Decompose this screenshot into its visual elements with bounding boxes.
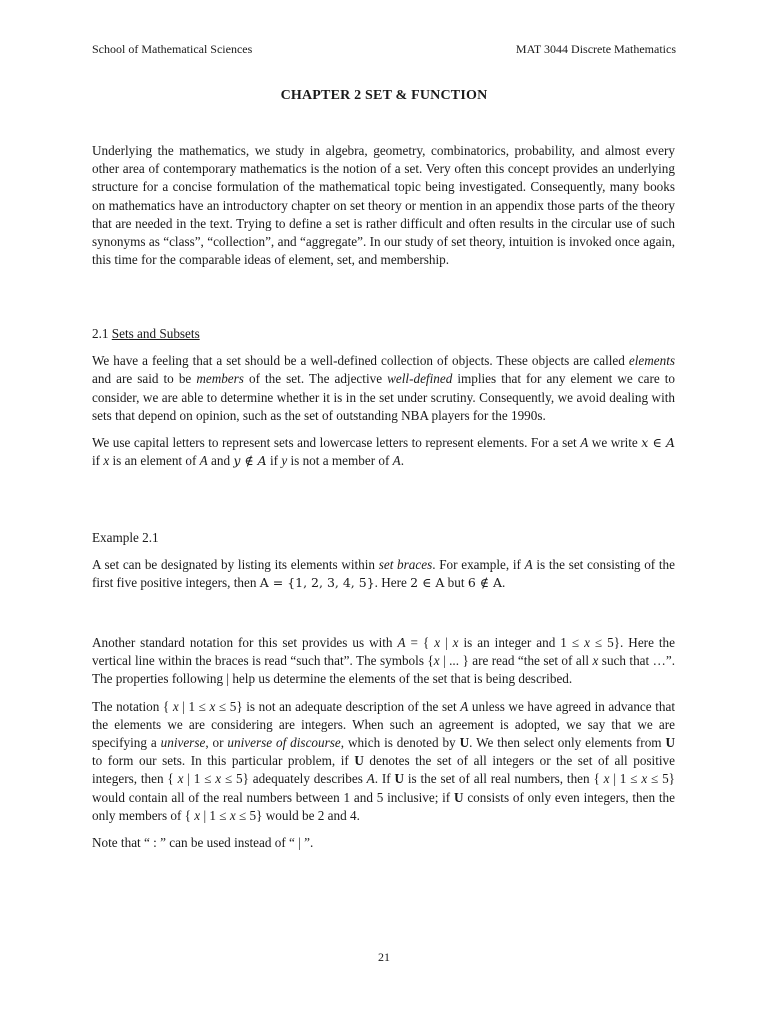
var-x: x [229, 807, 236, 823]
term-universe-of-discourse: universe of discourse [227, 735, 341, 751]
term-well-defined: well-defined [387, 371, 453, 387]
set-builder-section [92, 634, 675, 852]
text: and [207, 453, 234, 469]
example-paragraph [92, 556, 675, 592]
section-heading [92, 325, 675, 343]
math-6-not-in-A: 6 ∉ A [467, 575, 502, 591]
math-2-in-A: 2 ∈ A [410, 575, 445, 591]
var-U: U [665, 735, 675, 751]
text: denotes the set of all integers or the set of all positive integers, then { [92, 753, 675, 787]
text: | 1 ≤ [200, 807, 230, 823]
text: is not a member of [287, 453, 393, 469]
math-x-in-A: x ∈ A [641, 435, 675, 451]
sets-definition-paragraph [92, 352, 675, 425]
example-label: Example 2.1 [92, 530, 159, 545]
section-title: Sets and Subsets [111, 326, 200, 341]
header-course: MAT 3044 Discrete Mathematics [515, 42, 676, 56]
text: and are said to be [92, 371, 197, 387]
example-2-1 [92, 529, 675, 593]
var-x: x [452, 635, 459, 650]
var-U: U [454, 789, 464, 805]
math-set-listing: A = {1, 2, 3, 4, 5} [259, 575, 375, 591]
notation-paragraph [92, 434, 675, 470]
var-x: x [434, 635, 441, 650]
var-A: A [199, 453, 208, 469]
text: We have a feeling that a set should be a well-defined collection of objects. These objects are called [92, 353, 629, 369]
intro-paragraph: Underlying the mathematics, we study in algebra, geometry, combinatorics, probability, and almost every other area of contemporary mathematics is the notion of a set. Very often this concept provides an underlying structure for a concise formulation of the mathematical topic being investigated. Consequently, many books on mathematics have an introductory chapter on set theory or mention in an appendix those parts of the theory that are needed in the text. Trying to define a set is rather difficult and often results in the circular use of such synonyms as “class”, “collection”, and “aggregate”. In our study of set theory, intuition is invoked once again, this time for the comparable ideas of element, set, and membership. [92, 143, 675, 268]
text: of the set. The adjective [243, 371, 388, 387]
text: , which is denoted by [340, 735, 460, 751]
var-U: U [394, 771, 405, 787]
text: A set can be designated by listing its elements within [92, 557, 379, 573]
text: consists of only even integers, then the only members of { [92, 789, 676, 823]
text: . Here [374, 575, 411, 591]
text: We use capital letters to represent sets and lowercase letters to represent elements. For a set [92, 435, 581, 451]
text: Another standard notation for this set provides us with [92, 635, 398, 650]
term-universe: universe [160, 735, 206, 751]
text: is an integer and 1 [458, 635, 572, 650]
text: ≤ 5} would be 2 and 4. [235, 807, 360, 823]
text: . [502, 575, 506, 591]
term-set-braces: set braces [378, 557, 433, 573]
var-A: A [397, 635, 406, 650]
text: | ... } are read “the set of all [439, 653, 593, 669]
text: 5}. Here the vertical line within the braces is read “such that”. The symbols { [92, 635, 675, 669]
var-x: x [177, 771, 184, 787]
text: . For example, if [432, 557, 525, 573]
colon-note: Note that “ : ” can be used instead of “ | ”. [92, 835, 314, 851]
text: is the set consisting of the first five positive integers, then [92, 557, 675, 591]
text: | 1 ≤ [183, 771, 216, 787]
text: unless we have agreed in advance that the elements we are considering are integers. When such an agreement is adopted, we say that we are specifying a [92, 698, 675, 751]
chapter-title: CHAPTER 2 SET & FUNCTION [280, 88, 488, 103]
text: is an element of [109, 453, 200, 469]
page-number: 21 [378, 950, 390, 964]
text: is the set of all real numbers, then { [404, 771, 604, 787]
symbol-le: ≤ [571, 635, 580, 650]
header-school: School of Mathematical Sciences [92, 42, 253, 56]
var-A: A [524, 557, 533, 573]
text: to form our sets. In this particular problem, if [92, 753, 355, 769]
term-members: members [196, 371, 244, 387]
var-A: A [460, 698, 469, 714]
var-x: x [215, 771, 222, 787]
text: The notation { [92, 698, 173, 714]
intro-section [92, 142, 675, 269]
var-U: U [459, 735, 470, 751]
text: . [400, 453, 405, 469]
text: ≤ 5} would contain all of the real numbers between 1 and 5 inclusive; if [92, 771, 676, 805]
text: ≤ 5} adequately describes [221, 771, 367, 787]
text: if [92, 453, 104, 469]
text: ≤ 5} is not an adequate description of the set [215, 698, 461, 714]
text: if [266, 453, 282, 469]
text: = { [405, 635, 435, 650]
section-number: 2.1 [92, 326, 109, 341]
text: but [444, 575, 468, 591]
var-U: U [354, 753, 364, 769]
text: . If [374, 771, 395, 787]
text: such that …”. The properties following | help us determine the elements of the set that is being described. [92, 653, 675, 687]
var-x: x [592, 653, 599, 669]
var-x: x [194, 807, 201, 823]
var-x: x [603, 771, 610, 787]
text: , or [205, 735, 228, 751]
var-A: A [392, 453, 401, 469]
var-x: x [172, 698, 179, 714]
term-elements: elements [628, 353, 675, 369]
universe-paragraph [92, 698, 675, 825]
var-x: x [433, 653, 440, 669]
var-x: x [209, 698, 216, 714]
set-builder-paragraph [92, 634, 675, 689]
text: . We then select only elements from [469, 735, 666, 751]
text: we write [588, 435, 642, 451]
var-x: x [584, 635, 590, 650]
symbol-le: ≤ [594, 635, 603, 650]
var-A: A [366, 771, 375, 787]
math-y-not-in-A: y ∉ A [233, 453, 267, 469]
text: | 1 ≤ [609, 771, 642, 787]
var-A: A [580, 435, 589, 451]
var-x: x [103, 453, 110, 469]
var-x: x [641, 771, 648, 787]
text: implies that for any element we care to consider, we are able to determine whether it is in the set under scrutiny. Consequently, we avoid dealing with sets that depend on opinion, such as the set of outstanding NBA players for the 1990s. [92, 371, 675, 423]
var-y: y [281, 453, 288, 469]
text: | 1 ≤ [178, 698, 210, 714]
text: | [440, 635, 453, 650]
section-2-1 [92, 325, 675, 470]
